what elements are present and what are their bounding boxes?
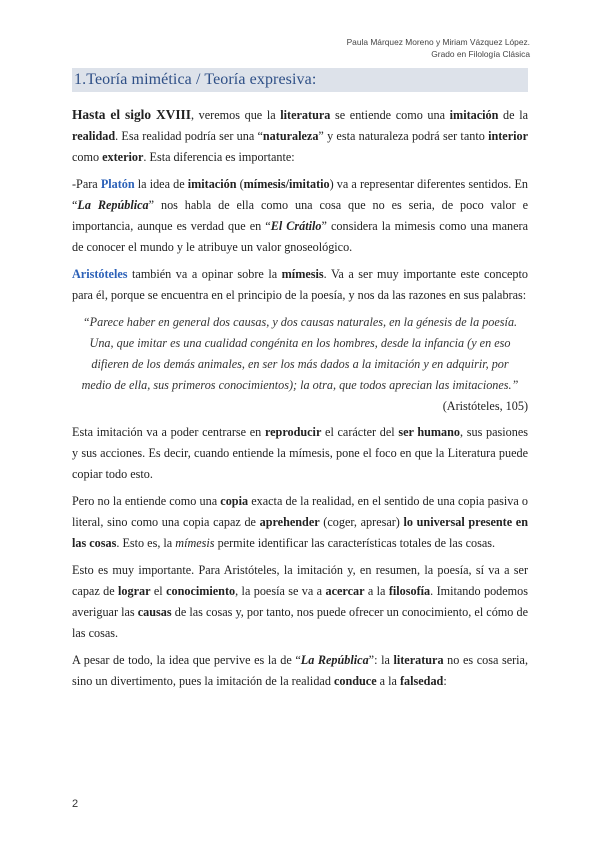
header-authors: Paula Márquez Moreno y Miriam Vázquez López.	[346, 37, 530, 47]
block-quote: “Parece haber en general dos causas, y dos causas naturales, en la génesis de la poesía. Una, que imitar es una cualidad congénita en los hombres, desde la infancia (y en eso difieren de los demás animales, en ser los más dados a la imitación y en adquirir, por medio de ella, sus primeros conocimientos); la otra, que todos aprecian las imitaciones.”	[81, 315, 519, 392]
header-degree: Grado en Filología Clásica	[431, 49, 530, 59]
paragraph-platon: -Para Platón la idea de imitación (mímesis/imitatio) va a representar diferentes sentidos. En “La República” nos habla de ella como una cosa que no es seria, de poco valor e importancia, aunque es verdad que en “El Crátilo” considera la mimesis como una manera de conocer el mundo y le atribuye un valor gnoseológico.	[72, 177, 528, 254]
document-body	[72, 104, 528, 698]
section-title: 1.Teoría mimética / Teoría expresiva:	[74, 71, 317, 88]
page-number: 2	[72, 798, 79, 810]
page-header	[347, 36, 530, 60]
paragraph-aristoteles: Aristóteles también va a opinar sobre la mímesis. Va a ser muy importante este concepto para él, porque se encuentra en el principio de la poesía, y nos da las razones en sus palabras:	[72, 267, 528, 302]
paragraph-copia: Pero no la entiende como una copia exacta de la realidad, en el sentido de una copia pasiva o literal, sino como una copia capaz de aprehender (coger, apresar) lo universal presente en las cosas. Esto es, la mímesis permite identificar las características totales de las cosas.	[72, 494, 529, 550]
aristoteles-name: Aristóteles	[72, 267, 128, 281]
paragraph-conocimiento: Esto es muy importante. Para Aristóteles, la imitación y, en resumen, la poesía, sí va a ser capaz de lograr el conocimiento, la poesía se va a acercar a la filosofía. Imitando podemos averiguar las causas de las cosas y, por tanto, nos puede ofrecer un conocimiento, el cómo de las cosas.	[72, 563, 528, 640]
platon-name: Platón	[100, 177, 135, 191]
paragraph-conclusion: A pesar de todo, la idea que pervive es la de “La República”: la literatura no es cosa seria, sino un divertimento, pues la imitación de la realidad conduce a la falsedad:	[72, 653, 529, 688]
quote-citation: (Aristóteles, 105)	[442, 399, 528, 413]
section-title-bar	[72, 68, 528, 92]
paragraph-intro: Hasta el siglo XVIII, veremos que la literatura se entiende como una imitación de la realidad. Esa realidad podría ser una “naturaleza” y esta naturaleza podrá ser tanto interior como exterior. Esta diferencia es importante:	[72, 107, 528, 164]
paragraph-reproducir: Esta imitación va a poder centrarse en reproducir el carácter del ser humano, sus pasiones y sus acciones. Es decir, cuando entiende la mímesis, pone el foco en que la Literatura puede copiar todo esto.	[72, 425, 528, 481]
